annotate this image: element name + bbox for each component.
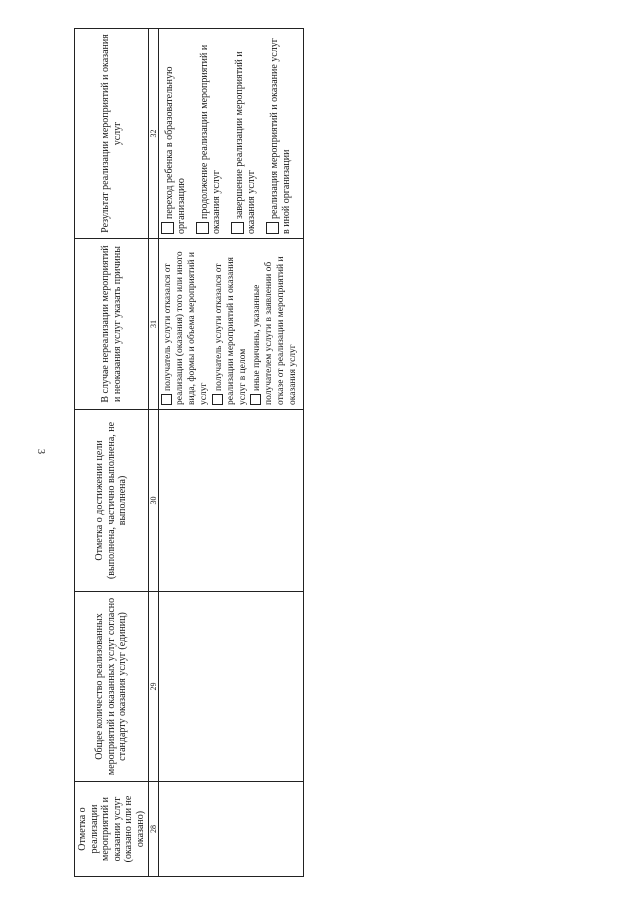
- result-option-label: реализация мероприятий и оказание услуг в иной организации: [269, 38, 292, 234]
- report-table: [74, 28, 304, 877]
- checkbox[interactable]: [250, 394, 261, 405]
- result-option-label: продолжение реализации мероприятий и оказания услуг: [199, 44, 222, 234]
- result-option: [161, 33, 187, 234]
- reason-option-label: получатель услуги отказался от реализации мероприятий и оказания услуг в целом: [213, 257, 248, 405]
- header-cell-implementation-mark: Отметка о реализации мероприятий и оказании услуг (оказано или не оказано): [75, 782, 149, 877]
- result-option-label: завершение реализации мероприятий и оказания услуг: [234, 51, 257, 234]
- column-number: 32: [149, 29, 159, 239]
- reason-option-label: получатель услуги отказался от реализации (оказания) того или иного вида, формы и объема мероприятий и услуг: [163, 251, 209, 405]
- result-option-label: переход ребенка в образовательную организацию: [164, 66, 187, 234]
- result-option: [231, 33, 257, 234]
- body-cell-total-count[interactable]: [159, 592, 304, 782]
- body-cell-result: [159, 29, 304, 239]
- header-cell-result: Результат реализации мероприятий и оказания услуг: [75, 29, 149, 239]
- page-number: 3: [35, 449, 46, 454]
- reason-option: [250, 243, 299, 405]
- reason-option: [161, 243, 210, 405]
- column-number-row: [149, 29, 159, 877]
- header-cell-total-count: Общее количество реализованных мероприятий и оказанных услуг согласно стандарту оказания услуг (единиц): [75, 592, 149, 782]
- checkbox[interactable]: [266, 222, 279, 234]
- body-cell-implementation-mark[interactable]: [159, 782, 304, 877]
- reason-option-label: иные причины, указанные получателем услуги в заявлении об отказе от реализации мероприятий и оказания услуг: [252, 256, 299, 405]
- header-cell-non-implementation-reasons: В случае нереализации мероприятий и неоказания услуг указать причины: [75, 239, 149, 410]
- result-option: [196, 33, 222, 234]
- column-number: 30: [149, 410, 159, 592]
- header-cell-goal-achievement: Отметка о достижении цели (выполнена, частично выполнена, не выполнена): [75, 410, 149, 592]
- body-cell-goal-achievement[interactable]: [159, 410, 304, 592]
- result-option: [266, 33, 292, 234]
- column-number: 29: [149, 592, 159, 782]
- checkbox[interactable]: [196, 222, 209, 234]
- column-number: 31: [149, 239, 159, 410]
- reason-option: [212, 243, 249, 405]
- checkbox[interactable]: [161, 222, 174, 234]
- checkbox[interactable]: [231, 222, 244, 234]
- checkbox[interactable]: [161, 394, 172, 405]
- body-cell-reasons: [159, 239, 304, 410]
- table-body-row: [159, 29, 304, 877]
- column-number: 28: [149, 782, 159, 877]
- checkbox[interactable]: [212, 394, 223, 405]
- table-header-row: [75, 29, 149, 877]
- rotated-table-wrapper: [74, 29, 302, 877]
